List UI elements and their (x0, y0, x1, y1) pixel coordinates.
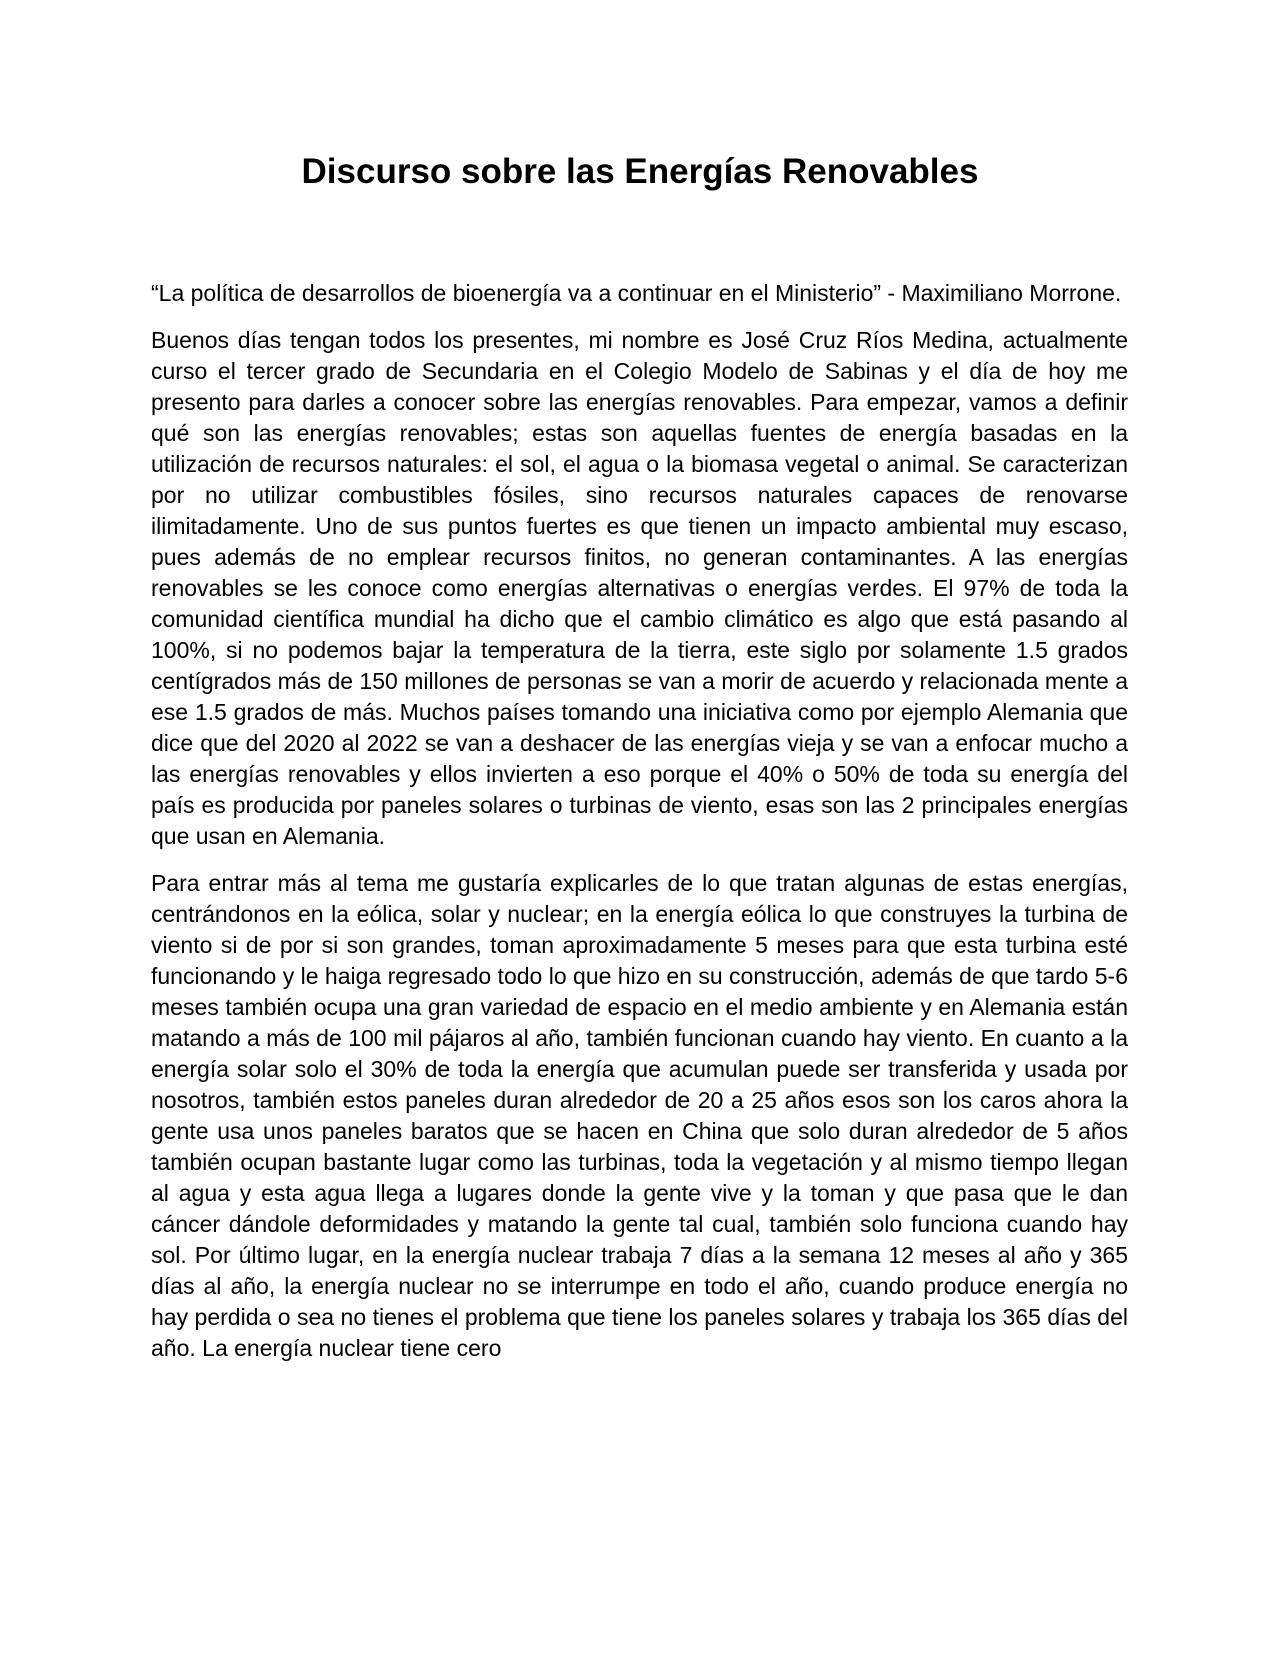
epigraph-quote: “La política de desarrollos de bioenergía va a continuar en el Ministerio” - Maximiliano Morrone. (151, 280, 1122, 306)
paragraph-introduction: Buenos días tengan todos los presentes, mi nombre es José Cruz Ríos Medina, actualmente curso el tercer grado de Secundaria en el Colegio Modelo de Sabinas y el día de hoy me presento para darles a conocer sobre las energías renovables. Para empezar, vamos a definir qué son las energías renovables; estas son aquellas fuentes de energía basadas en la utilización de recursos naturales: el sol, el agua o la biomasa vegetal o animal. Se caracterizan por no utilizar combustibles fósiles, sino recursos naturales capaces de renovarse ilimitadamente. Uno de sus puntos fuertes es que tienen un impacto ambiental muy escaso, pues además de no emplear recursos finitos, no generan contaminantes. A las energías renovables se les conoce como energías alternativas o energías verdes. El 97% de toda la comunidad científica mundial ha dicho que el cambio climático es algo que está pasando al 100%, si no podemos bajar la temperatura de la tierra, este siglo por solamente 1.5 grados centígrados más de 150 millones de personas se van a morir de acuerdo y relacionada mente a ese 1.5 grados de más. Muchos países tomando una iniciativa como por ejemplo Alemania que dice que del 2020 al 2022 se van a deshacer de las energías vieja y se van a enfocar mucho a las energías renovables y ellos invierten a eso porque el 40% o 50% de toda su energía del país es producida por paneles solares o turbinas de viento, esas son las 2 principales energías que usan en Alemania. (151, 327, 1128, 849)
document-body (151, 278, 1128, 1380)
paragraph-energy-types: Para entrar más al tema me gustaría explicarles de lo que tratan algunas de estas energías, centrándonos en la eólica, solar y nuclear; en la energía eólica lo que construyes la turbina de viento si de por si son grandes, toman aproximadamente 5 meses para que esta turbina esté funcionando y le haiga regresado todo lo que hizo en su construcción, además de que tardo 5-6 meses también ocupa una gran variedad de espacio en el medio ambiente y en Alemania están matando a más de 100 mil pájaros al año, también funcionan cuando hay viento. En cuanto a la energía solar solo el 30% de toda la energía que acumulan puede ser transferida y usada por nosotros, también estos paneles duran alrededor de 20 a 25 años esos son los caros ahora la gente usa unos paneles baratos que se hacen en China que solo duran alrededor de 5 años también ocupan bastante lugar como las turbinas, toda la vegetación y al mismo tiempo llegan al agua y esta agua llega a lugares donde la gente vive y la toman y que pasa que le dan cáncer dándole deformidades y matando la gente tal cual, también solo funciona cuando hay sol. Por último lugar, en la energía nuclear trabaja 7 días a la semana 12 meses al año y 365 días al año, la energía nuclear no se interrumpe en todo el año, cuando produce energía no hay perdida o sea no tienes el problema que tiene los paneles solares y trabaja los 365 días del año. La energía nuclear tiene cero (151, 870, 1128, 1361)
document-title: Discurso sobre las Energías Renovables (301, 152, 979, 191)
